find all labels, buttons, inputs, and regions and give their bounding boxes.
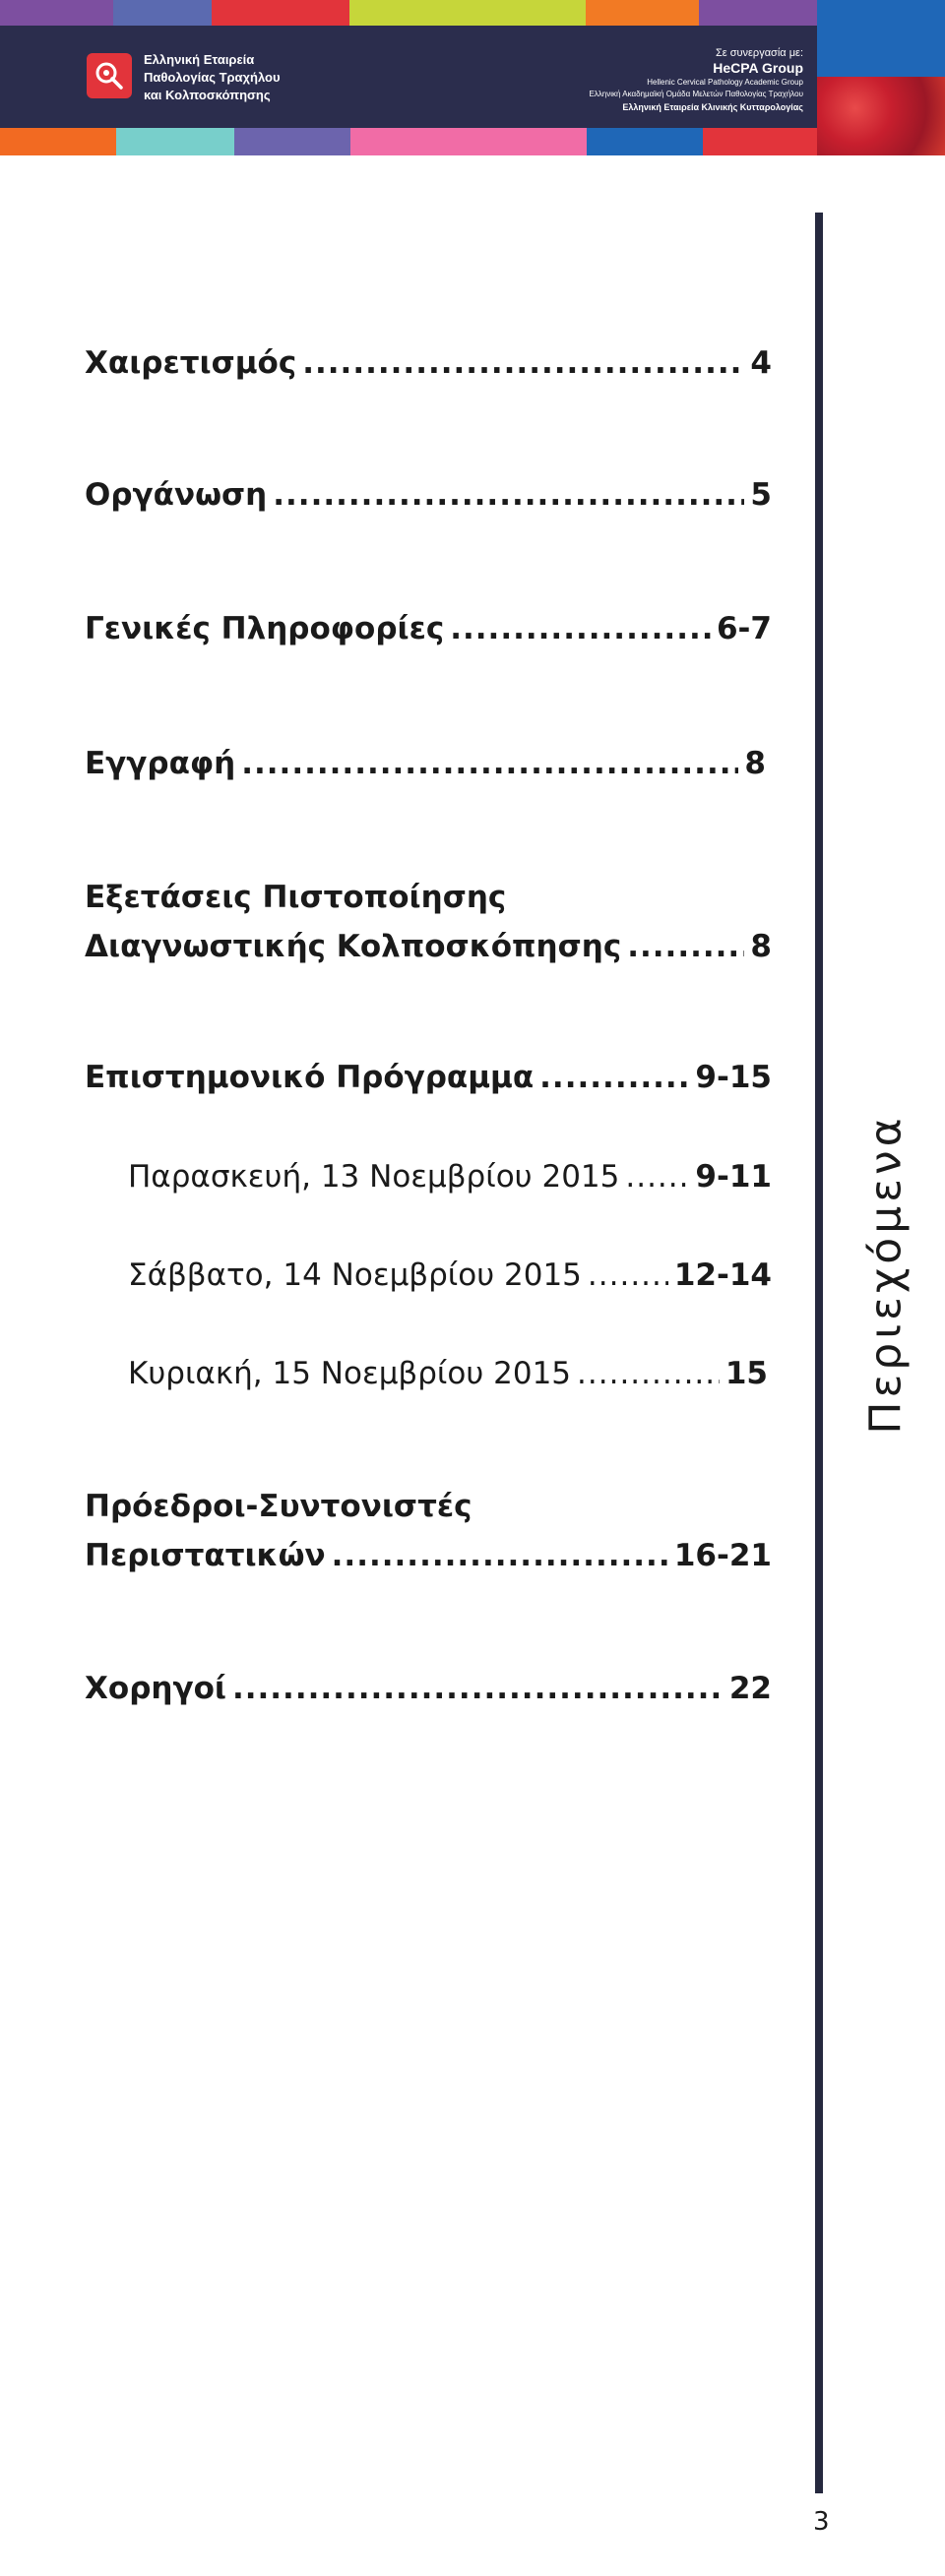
toc-entry-title-line1: Πρόεδροι-Συντονιστές [85,1489,472,1524]
toc-leader-dots [332,1531,668,1580]
toc-entry-page: 9-15 [695,1060,772,1095]
page-number: 3 [813,2507,830,2537]
toc-entry-page: 5 [750,477,772,513]
toc-entry-title: Παρασκευή, 13 Νοεμβρίου 2015 [128,1159,620,1195]
toc-entry-page: 15 [724,1356,768,1391]
toc-entry [85,470,772,520]
toc-entry-title: Επιστημονικό Πρόγραμμα [85,1060,535,1095]
toc-entry-page: 6-7 [716,611,772,646]
toc-entry-title: Εγγραφή [85,746,236,781]
society-name-line: Παθολογίας Τραχήλου [144,70,281,85]
society-name-line: Ελληνική Εταιρεία [144,52,255,67]
toc-subentry [128,1152,772,1201]
toc-entry-title: Οργάνωση [85,477,268,513]
toc-entry-page: 4 [750,345,772,381]
toc-entry [85,1053,772,1102]
toc-entry [85,873,772,971]
corner-cells-image [817,77,945,155]
toc-leader-dots [450,604,711,653]
toc-leader-dots [273,470,744,520]
toc-leader-dots [625,1152,689,1201]
vertical-divider [815,213,823,2493]
toc-entry-page: 16-21 [673,1538,772,1573]
toc-entry-page: 8 [744,746,766,781]
header-banner [0,0,945,155]
toc-entry-page: 8 [750,929,772,964]
toc-entry-title: Χορηγοί [85,1671,226,1706]
toc-leader-dots [588,1251,668,1300]
collab-group: HeCPA Group [713,60,803,76]
toc-subentry [128,1251,772,1300]
collab-group-gr: Ελληνική Ακαδημαϊκή Ομάδα Μελετών Παθολογίας Τραχήλου [589,90,803,98]
society-logo-icon [87,53,132,98]
toc-leader-dots [627,922,744,971]
toc-entry-title: Διαγνωστικής Κολποσκόπησης [85,929,622,964]
toc-leader-dots [232,1664,724,1713]
toc-entry-title: Γενικές Πληροφορίες [85,611,445,646]
toc-entry-title: Κυριακή, 15 Νοεμβρίου 2015 [128,1356,572,1391]
collab-group-en: Hellenic Cervical Pathology Academic Group [647,78,803,87]
toc-entry [85,1664,772,1713]
toc-entry [85,739,766,788]
society-name [144,51,281,104]
toc-subentry [128,1349,768,1398]
collaboration-block [589,47,803,114]
toc-entry-page: 22 [728,1671,772,1706]
collab-society: Ελληνική Εταιρεία Κλινικής Κυτταρολογίας [622,102,803,112]
toc-entry [85,1482,772,1580]
society-name-line: και Κολποσκόπησης [144,88,271,102]
collab-label: Σε συνεργασία με: [715,47,803,59]
bottom-color-stripe [0,128,817,155]
toc-entry-title-line1: Εξετάσεις Πιστοποίησης [85,880,507,915]
toc-entry [85,338,772,388]
toc-entry-title: Χαιρετισμός [85,345,297,381]
toc-leader-dots [577,1349,720,1398]
toc-leader-dots [241,739,738,788]
corner-blue-block [817,0,945,77]
toc-entry-title: Σάββατο, 14 Νοεμβρίου 2015 [128,1257,582,1293]
toc-entry-page: 9-11 [695,1159,772,1195]
sidebar-title: Περιεχόμενα [860,1114,912,1435]
toc-entry-page: 12-14 [673,1257,772,1293]
toc-leader-dots [539,1053,689,1102]
toc-entry-title: Περιστατικών [85,1538,326,1573]
toc-entry [85,604,772,653]
top-color-stripe [0,0,817,26]
toc-leader-dots [302,338,744,388]
